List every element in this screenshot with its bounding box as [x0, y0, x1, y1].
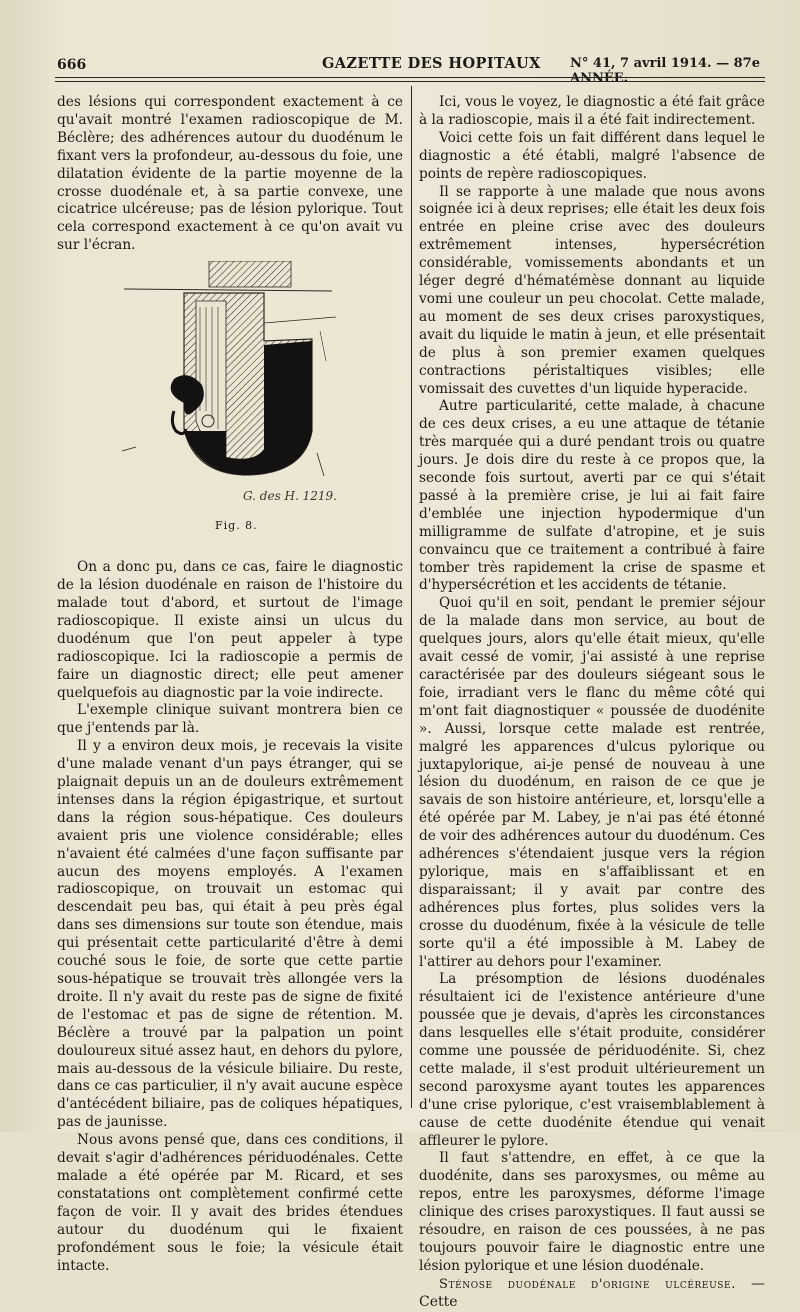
paragraph: Ici, vous le voyez, le diagnostic a été fait grâce à la radioscopie, mais il a été fait indirectement.: [419, 94, 765, 128]
column-divider: [411, 86, 412, 1108]
issue-info: N° 41, 7 avril 1914. — 87e ANNÉE.: [570, 56, 760, 86]
paragraph: Il se rapporte à une malade que nous avons soignée ici à deux reprises; elle était les deux fois entrée en pleine crise avec des douleurs extrêmement intenses, hypersécrétion considérable, vomissements abondants et un léger degré d'hématémèse donnant au liquide vomi une couleur un peu chocolat. Cette malade, au moment de ses deux crises paroxystiques, avait du liquide le matin à jeun, et elle présentait de plus à son premier examen quelques contractions péristaltiques visibles; elle vomissait des cuvettes d'un liquide hyperacide.: [419, 183, 765, 397]
paragraph: Il y a environ deux mois, je recevais la visite d'une malade venant d'un pays étranger, qui se plaignait depuis un an de douleurs extrêmement intenses dans la région épigastrique, et surtout dans la région sous-hépatique. Ces douleurs avaient pris une violence considérable; elles n'avaient été calmées d'une façon suffisante par aucun des moyens employés. A l'examen radioscopique, on trouvait un estomac qui descendait peu bas, qui était à peu près égal dans ses dimensions sur toute son étendue, mais qui présentait cette particularité d'être à demi couché sous le foie, de sorte que cette partie sous-hépatique se trouvait très allongée vers la droite. Il n'y avait du reste pas de signe de fixité de l'estomac et pas de signe de rétention. M. Béclère a trouvé par la palpation un point douloureux situé assez haut, en dehors du pylore, mais au-dessous de la vésicule biliaire. Du reste, dans ce cas particulier, il n'y avait aucune espèce d'antécédent biliaire, pas de coliques hépatiques, pas de jaunisse.: [57, 738, 403, 1131]
journal-title: GAZETTE DES HOPITAUX: [322, 55, 541, 72]
paragraph: L'exemple clinique suivant montrera bien ce que j'entends par là.: [57, 702, 403, 737]
paragraph: Nous avons pensé que, dans ces conditions, il devait s'agir d'adhérences périduodénales. Cette malade a été opérée par M. Ricard, et ses constatations ont complètement confirmé cette façon de voir. Il y avait des brides étendues autour du duodénum qui le fixaient profondément sous le foie; la vésicule était intacte.: [57, 1132, 403, 1274]
radiograph-illustration: [114, 261, 346, 506]
paragraph: Quoi qu'il en soit, pendant le premier séjour de la malade dans mon service, au bout de quelques jours, alors qu'elle était mieux, qu'elle avait cessé de vomir, j'ai assisté à une reprise caractérisée par des douleurs siégeant sous le foie, irradiant vers le flanc du même côté qui m'ont fait diagnostiquer « poussée de duodénite ». Aussi, lorsque cette malade est rentrée, malgré les apparences d'ulcus pylorique ou juxtapylorique, ai-je pensé de nouveau à une lésion du duodénum, en raison de ce que je savais de son histoire antérieure, et, lorsqu'elle a été opérée par M. Labey, je n'ai pas été étonné de voir des adhérences autour du duodénum. Ces adhérences s'étendaient jusque vers la région pylorique, mais en s'affaiblissant et en disparaissant; il y avait par contre des adhérences plus fortes, plus solides vers la crosse du duodénum, fixée à la vésicule de telle sorte qu'il a été impossible à M. Labey de l'attirer au dehors pour l'examiner.: [419, 595, 765, 970]
figure-8: [57, 259, 403, 559]
page-number: 666: [57, 57, 87, 73]
section-heading-trail: — Cette: [419, 1275, 766, 1310]
paragraph: La présomption de lésions duodénales résultaient ici de l'existence antérieure d'une poussée que je devais, d'après les circonstances dans lesquelles elle s'était produite, considérer comme une poussée de périduodénite. Si, chez cette malade, il s'est produit ultérieurement un second paroxysme ayant toutes les apparences d'une crise pylorique, c'est vraisemblablement à cause de cette duodénite étendue qui venait affleurer le pylore.: [419, 971, 765, 1149]
figure-signature: G. des H. 1219.: [243, 489, 337, 504]
paragraph: Autre particularité, cette malade, à chacune de ces deux crises, a eu une attaque de tétanie très marquée qui a duré pendant trois ou quatre jours. Je dois dire du reste à ce propos que, la seconde fois surtout, averti par ce qui s'était passé à la première crise, je lui ai fait faire d'emblée une injection hypodermique d'un milligramme de sulfate d'atropine, et je suis convaincu que ce traitement a contribué à faire tomber très rapidement la crise de spasme et d'hypersécrétion et les accidents de tétanie.: [419, 398, 765, 594]
header-rule-bottom: [55, 81, 765, 82]
figure-caption: Fig. 8.: [215, 519, 258, 533]
right-column: [419, 94, 765, 1312]
header-rule-top: [55, 77, 765, 78]
section-heading: [419, 1276, 765, 1312]
paragraph: Il faut s'attendre, en effet, à ce que la duodénite, dans ses paroxysmes, ou même au repos, entre les paroxysmes, déforme l'image clinique des crises paroxystiques. Il faut aussi se résoudre, en raison de ces poussées, à ne pas toujours pouvoir faire le diagnostic entre une lésion pylorique et une lésion duodénale.: [419, 1150, 765, 1274]
section-heading-title: Sténose duodénale d'origine ulcéreuse.: [439, 1276, 736, 1292]
left-column: [57, 94, 403, 1275]
paragraph: Voici cette fois un fait différent dans lequel le diagnostic a été établi, malgré l'absence de points de repère radioscopiques.: [419, 129, 765, 182]
paragraph: On a donc pu, dans ce cas, faire le diagnostic de la lésion duodénale en raison de l'histoire du malade tout d'abord, et surtout de l'image radioscopique. Il existe ainsi un ulcus du duodénum que l'on peut appeler à type radioscopique. Ici la radioscopie a permis de faire un diagnostic direct; elle peut amener quelquefois au diagnostic par la voie indirecte.: [57, 559, 403, 701]
paragraph: des lésions qui correspondent exactement à ce qu'avait montré l'examen radioscopique de M. Béclère; des adhérences autour du duodénum le fixant vers la profondeur, au-dessous du foie, une dilatation évidente de la partie moyenne de la crosse duodénale et, à sa partie convexe, une cicatrice ulcéreuse; pas de lésion pylorique. Tout cela correspond exactement à ce qu'on avait vu sur l'écran.: [57, 94, 403, 254]
